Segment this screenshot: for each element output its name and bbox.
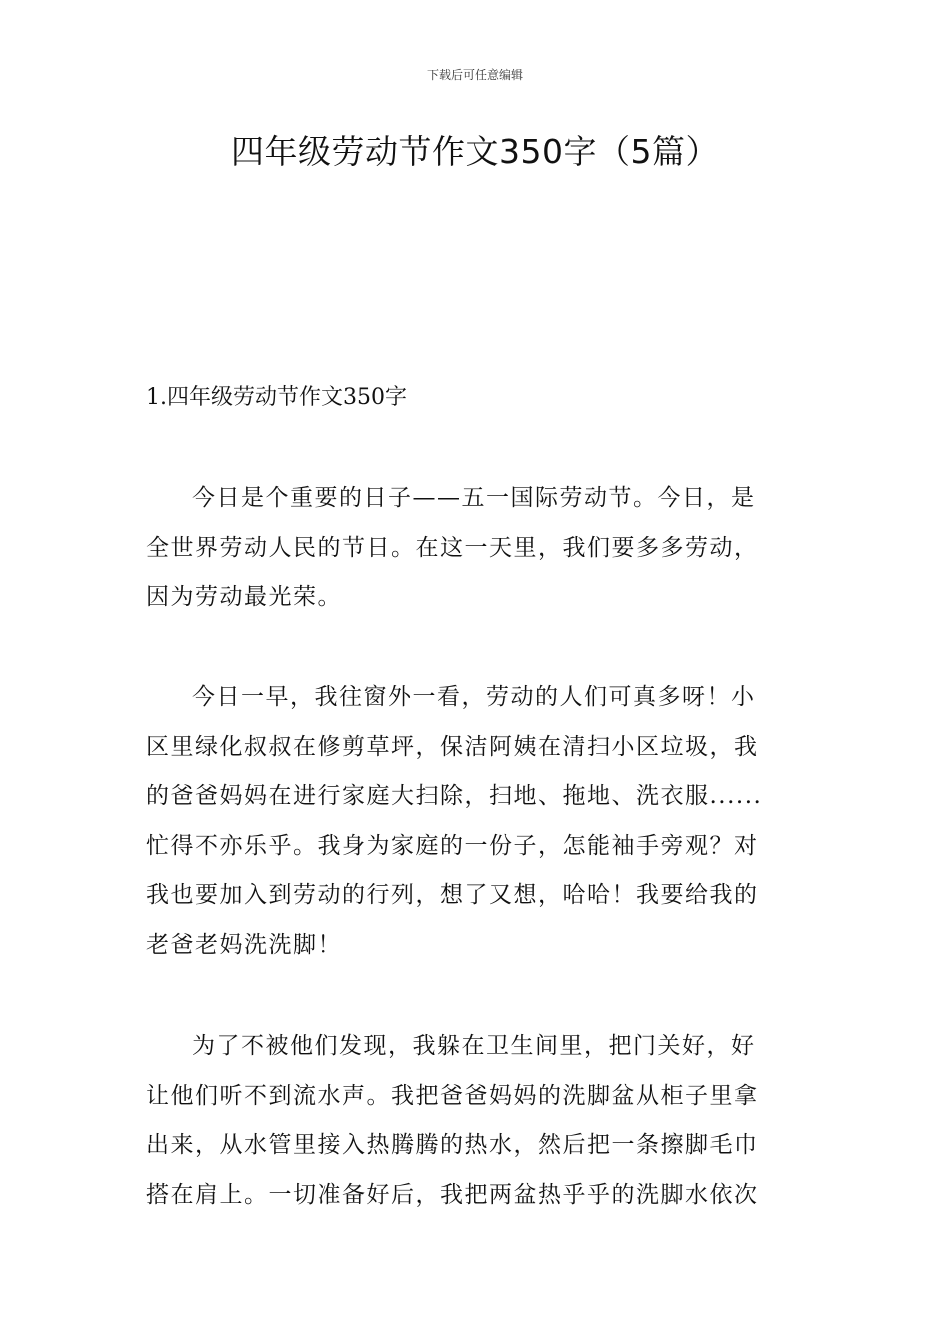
paragraph-line: 我也要加入到劳动的行列，想了又想，哈哈！我要给我的 — [146, 882, 759, 908]
header-note: 下载后可任意编辑 — [426, 68, 523, 82]
paragraph-line: 区里绿化叔叔在修剪草坪，保洁阿姨在清扫小区垃圾，我 — [146, 733, 759, 760]
paragraph-line: 因为劳动最光荣。 — [146, 584, 342, 610]
paragraph-2 — [146, 673, 812, 970]
paragraph-line: 忙得不亦乐乎。我身为家庭的一份子，怎能袖手旁观？对 — [146, 832, 759, 859]
document-title: 四年级劳动节作文350字（5篇） — [231, 132, 719, 171]
paragraph-line: 今日是个重要的日子——五一国际劳动节。今日，是 — [192, 485, 756, 511]
paragraph-line: 出来，从水管里接入热腾腾的热水，然后把一条擦脚毛巾 — [146, 1132, 759, 1158]
paragraph-line: 搭在肩上。一切准备好后，我把两盆热乎乎的洗脚水依次 — [146, 1181, 759, 1208]
paragraph-line: 老爸老妈洗洗脚！ — [146, 931, 342, 958]
section-heading: 1.四年级劳动节作文350字 — [146, 385, 407, 410]
paragraph-3 — [146, 1022, 812, 1220]
paragraph-line: 今日一早，我往窗外一看，劳动的人们可真多呀！小 — [192, 684, 756, 710]
paragraph-line: 的爸爸妈妈在进行家庭大扫除，扫地、拖地、洗衣服...... — [146, 783, 763, 809]
paragraph-line: 全世界劳动人民的节日。在这一天里，我们要多多劳动， — [146, 534, 759, 561]
paragraph-line: 为了不被他们发现，我躲在卫生间里，把门关好，好 — [192, 1033, 756, 1059]
paragraph-1 — [146, 474, 812, 623]
paragraph-line: 让他们听不到流水声。我把爸爸妈妈的洗脚盆从柜子里拿 — [146, 1082, 759, 1109]
